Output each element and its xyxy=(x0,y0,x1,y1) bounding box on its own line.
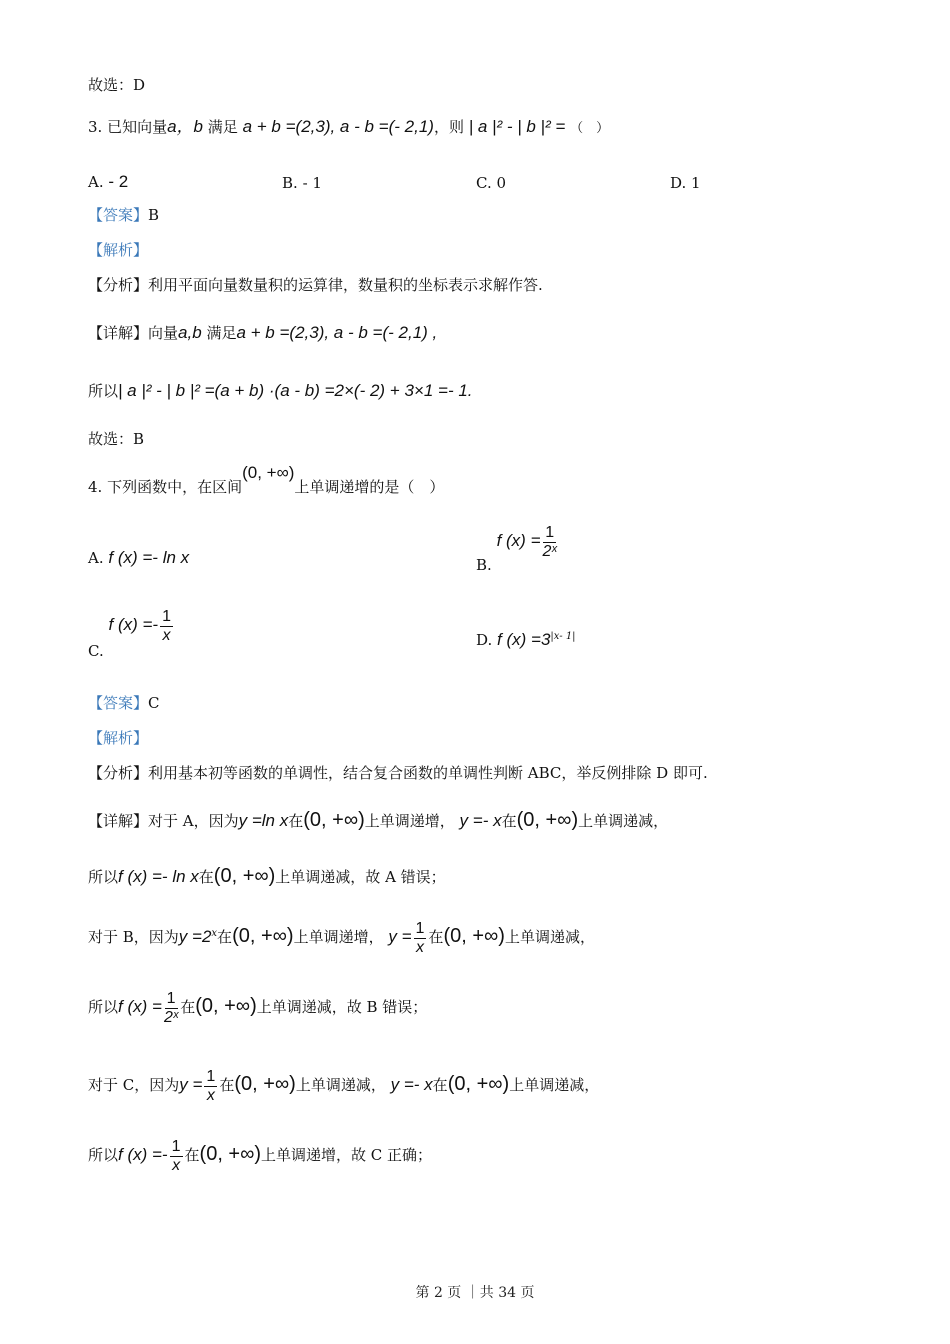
q4-xiangjie-line-a1: 【详解】对于 A，因为y =ln x在(0, +∞)上单调递增， y =- x在(0, +∞)上单调递减， xyxy=(88,809,669,831)
q3-option-d: D. 1 xyxy=(670,174,701,192)
q3-answer: 【答案】B xyxy=(88,206,160,224)
q3-xiangjie-line2: 所以| a |² - | b |² =(a + b) ·(a - b) =2×(- 2) + 3×1 =- 1. xyxy=(88,381,473,400)
q3-option-a: A. - 2 xyxy=(88,172,129,191)
q4-xiangjie-line-a2: 所以f (x) =- ln x在(0, +∞)上单调递减，故 A 错误； xyxy=(88,865,446,887)
q4-option-a: A. f (x) =- ln x xyxy=(88,548,190,567)
q4-option-b: B. f (x) = $\frac{1}{\text{2ˣ}}$ xyxy=(476,524,557,575)
prev-conclusion: 故选：D xyxy=(88,76,146,94)
q3-target: | a |² - | b |² = xyxy=(468,117,566,136)
q4-fenxi: 【分析】利用基本初等函数的单调性，结合复合函数的单调性判断 ABC，举反例排除 D 即可. xyxy=(88,764,708,782)
q3-analysis-heading: 【解析】 xyxy=(88,241,149,259)
q3-conclusion: 故选：B xyxy=(88,430,145,448)
q4-answer: 【答案】C xyxy=(88,694,160,712)
q4-xiangjie-line-b1: 对于 B，因为$y =2^x$在(0, +∞)上单调递增， y = $\frac{1}{x}$ 在(0, +∞)上单调递减， xyxy=(88,920,595,956)
q3-option-c: C. 0 xyxy=(476,174,507,192)
q4-option-d: D. f $(x) =3^{|x- 1|}$ xyxy=(476,630,576,649)
q4-xiangjie-line-c1: 对于 C，因为y = $\frac{1}{x}$ 在(0, +∞)上单调递减， y =- x在(0, +∞)上单调递减， xyxy=(88,1068,600,1104)
q3-condition: a + b =(2,3), a - b =(- 2,1) xyxy=(242,117,434,136)
q3-option-b: B. - 1 xyxy=(282,174,322,192)
q4-analysis-heading: 【解析】 xyxy=(88,729,149,747)
q4-option-c: C. f (x) =- $\frac{1}{x}$ xyxy=(88,608,171,661)
page-footer: 第 2 页 ｜共 34 页 xyxy=(415,1285,535,1301)
q4-xiangjie-line-c2: 所以f (x) =- $\frac{1}{x}$ 在(0, +∞)上单调递增，故 C 正确； xyxy=(88,1138,433,1174)
q3-fenxi: 【分析】利用平面向量数量积的运算律，数量积的坐标表示求解作答. xyxy=(88,276,543,294)
q4-stem: 4. 下列函数中，在区间(0, +∞)上单调递增的是（ ） xyxy=(88,463,445,496)
q3-xiangjie-line1: 【详解】向量a,b 满足a + b =(2,3), a - b =(- 2,1) , xyxy=(88,323,438,342)
q4-xiangjie-line-b2: 所以f (x) = $\frac{1}{\text{2ˣ}}$ 在(0, +∞)上单调递减，故 B 错误； xyxy=(88,990,428,1026)
q3-stem: 3. 已知向量a，b 满足 a + b =(2,3), a - b =(- 2,1)，则 | a |² - | b |² = （ ） xyxy=(88,117,610,136)
